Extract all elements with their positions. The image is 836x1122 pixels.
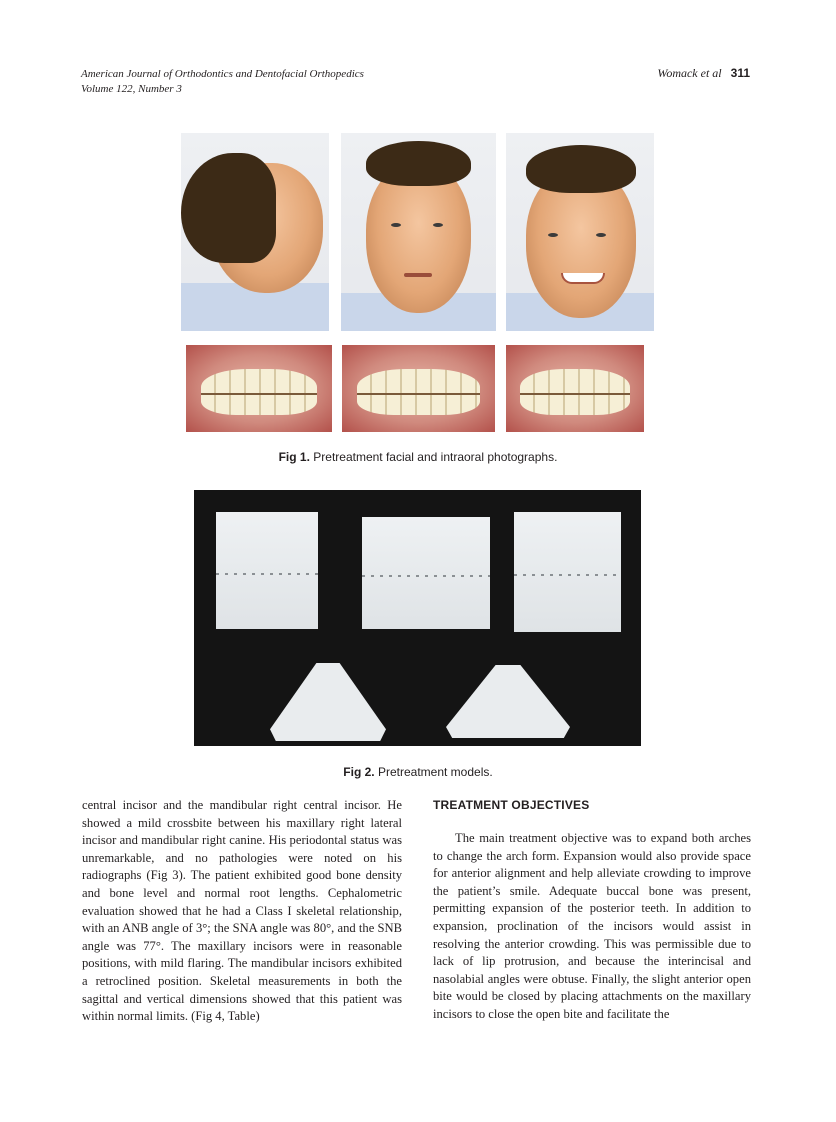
left-eye xyxy=(391,223,401,227)
fig2-caption xyxy=(160,765,676,779)
smile xyxy=(561,273,605,284)
fig2-models-image xyxy=(194,490,641,746)
left-eye xyxy=(548,233,558,237)
right-eye xyxy=(596,233,606,237)
fig2-label: Fig 2. xyxy=(343,765,375,779)
fig1-caption-text: Pretreatment facial and intraoral photographs. xyxy=(313,450,558,464)
volume-issue: Volume 122, Number 3 xyxy=(81,83,182,95)
fig2-caption-text: Pretreatment models. xyxy=(377,765,493,779)
page-number: 311 xyxy=(730,66,750,80)
running-header-left xyxy=(81,67,364,97)
fig1-intraoral-right xyxy=(186,345,332,432)
occlusal-line xyxy=(216,573,318,575)
body-left-column xyxy=(82,797,402,1026)
fig1-frontal-photo xyxy=(341,133,496,331)
running-header-right xyxy=(657,66,750,81)
body-paragraph: The main treatment objective was to expand both arches to change the arch form. Expansion would also provide space for anterior alignment and help alleviate crowding to improve the patient’s smile. Adequate buccal bone was present, permitting expansion of the posterior teeth. In addition to expansion, proclination of the incisors would assist in resolving the anterior crowding. This was permissible due to lack of lip protrusion, and because the interincisal and nasolabial angles were obtuse. Finally, the slight anterior open bite would be closed by placing attachments on the maxillary incisors to close the open bite and facilitate the xyxy=(433,831,751,1021)
journal-title: American Journal of Orthodontics and Dentofacial Orthopedics xyxy=(81,68,364,80)
occlusal-line xyxy=(357,393,479,395)
fig1-caption xyxy=(160,450,676,464)
hair xyxy=(526,145,636,193)
fig1-profile-photo xyxy=(181,133,329,331)
occlusal-line xyxy=(201,393,318,395)
body-paragraph: central incisor and the mandibular right central incisor. He showed a mild crossbite between his maxillary right lateral incisor and mandibular right canine. His periodontal status was unremarkable, and no pathologies were noted on his radiographs (Fig 3). The patient exhibited good bone density and bone level and normal root lengths. Cephalometric evaluation showed that he had a Class I skeletal relationship, with an ANB angle of 3°; the SNA angle was 80°, and the SNB angle was 77°. The maxillary incisors were in reasonable positions, with mild flaring. The mandibular incisors exhibited a retroclined position. Skeletal measurements in both the sagittal and vertical dimensions showed that this patient was within normal limits. (Fig 4, Table) xyxy=(82,798,402,1024)
occlusal-line xyxy=(514,574,621,576)
occlusal-line xyxy=(362,575,490,577)
section-heading-treatment-objectives: TREATMENT OBJECTIVES xyxy=(433,798,590,812)
fig1-label: Fig 1. xyxy=(278,450,310,464)
body-right-column xyxy=(433,797,751,1024)
mouth xyxy=(404,273,432,277)
fig1-smile-photo xyxy=(506,133,654,331)
model-maxillary-occlusal xyxy=(270,663,386,741)
model-left-view xyxy=(514,512,621,632)
hair xyxy=(181,153,276,263)
occlusal-line xyxy=(520,393,630,395)
fig1-intraoral-left xyxy=(506,345,644,432)
model-right-view xyxy=(216,512,318,629)
model-frontal-view xyxy=(362,517,490,629)
right-eye xyxy=(433,223,443,227)
fig1-intraoral-frontal xyxy=(342,345,495,432)
model-mandibular-occlusal xyxy=(446,665,570,738)
author-names: Womack et al xyxy=(657,66,722,80)
hair xyxy=(366,141,471,186)
